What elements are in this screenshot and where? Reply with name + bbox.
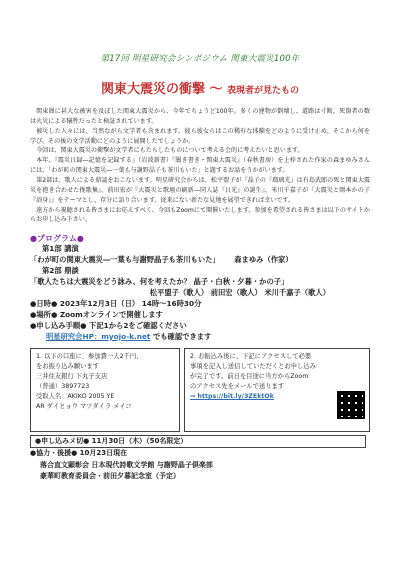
event-title	[30, 78, 370, 97]
support-heading: ●協力・後援● 10月23日現在	[30, 449, 128, 458]
paragraph: 遠方から視聴される皆さまにお応えすべく、今回もZoomにて開催いたします。参加を希望される皆さまは以下のサイトからお申し込み下さい。	[30, 206, 370, 224]
part1-speaker: 森まゆみ（作家）	[234, 255, 293, 265]
apply-boxes	[30, 348, 370, 432]
registration-line: が完了です。前日を目途に当方からZoom	[190, 372, 309, 380]
payment-line: をお振り込み願います	[36, 362, 99, 370]
title-sub: 表現者が見たもの	[227, 86, 300, 96]
site-link[interactable]: 明星研究会HP：myojo-k.net	[46, 331, 151, 341]
deadline: ●申し込みメ切● 11月30日（木）（50名限定）	[30, 435, 366, 449]
part2-speakers: 松平盟子（歌人） 前田宏（歌人） 米川千嘉子（歌人）	[149, 288, 330, 298]
qr-code-icon[interactable]	[337, 391, 365, 419]
registration-line: 事項を記入し送信していただくとお申し込み	[190, 362, 316, 370]
payment-line: 三井住友銀行 下丸子支店	[36, 372, 108, 380]
site-line	[30, 332, 370, 343]
registration-box	[184, 348, 370, 432]
paragraph: 第2部は、歌人による鼎談をおこないます。明星研究会からは、松平盟子が『晶子の『瑠璃光』は有島武郎の死と関東大震災を抱き合わせた挽歌集』、前田宏が『大震災と歌壇の刷新―同人誌『日光』の誕生』、米川千嘉子が『大震災と岡本かの子『浴身』』をテーマとし、存分に語り合います。従来にない新たな見地を展望できれば幸いです。	[30, 177, 370, 204]
paragraph: 被災した人々には、当然ながら文学者も含まれます。彼ら彼女らはこの稀有な体験をどのように受け止め、そこから何を学び、その後の文学活動にどのように展開したでしょうか。	[30, 127, 370, 145]
payment-line: AR ダイヒョウ マツダイラ メイコ	[36, 403, 132, 411]
registration-text	[190, 352, 342, 402]
footer-info	[30, 435, 370, 483]
supporters-line-1: 落合直文顕彰会 日本現代詩歌文学館 与謝野晶子倶楽部	[40, 460, 213, 469]
registration-line: のアクセス先をメールで送ります	[190, 382, 285, 390]
payment-line: （普通）3897723	[36, 382, 90, 390]
event-venue: ●場所● Zoomオンラインで開催します	[30, 309, 163, 319]
payment-box	[30, 348, 180, 432]
part2-label: 第2部 鼎談	[42, 266, 79, 276]
event-header: 第17回 明星研究会シンポジウム 関東大震災100年	[100, 54, 300, 64]
registration-line: 2. お振込み後に、下記にアクセスして必要	[190, 352, 312, 360]
site-note: でも確認できます	[152, 331, 212, 341]
registration-link[interactable]: ⇒ https://bit.ly/3ZEktOk	[190, 393, 274, 400]
title-main: 関東大震災の衝撃 〜	[100, 82, 223, 97]
payment-line: 受取人名：AKIKO 2005 YE	[36, 393, 115, 400]
part1-label: 第1部 講演	[42, 244, 79, 254]
apply-steps: ●申し込み手順● 下記1から2をご確認ください	[30, 320, 187, 330]
paragraph: 今回は、関東大震災の衝撃が文学者にもたらしたものについて考える会的に考えたいと思います。	[36, 147, 304, 155]
event-date: ●日時● 2023年12月3日（日） 14時〜16時30分	[30, 299, 202, 308]
payment-line: 1. 以下の口座に、参加費一人2千円、	[36, 352, 143, 360]
part1-title: 「わが町の関東大震災―一葉も与謝野晶子も茶川もいた」	[30, 255, 220, 265]
paragraph: 本年、『震災日録―記憶を記録する』（岩波新書）『闇き書き・関東大震災』（春秋書房）を上梓された作家の森まゆみさんには、「わが町の関東大震災―一葉も与謝野晶子も茶川もいた」と題するお話をうかがいます。	[30, 157, 370, 175]
part2-title: 「歌人たちは大震災をどう詠み、何を考えたか？ 晶子・白秋・夕暮・かの子」	[30, 277, 289, 287]
part1-line	[30, 255, 370, 266]
body-text	[30, 107, 370, 225]
supporters-line-2: 豪華町教育委員会・前田夕暮記念室（予定）	[40, 472, 180, 481]
program-section	[30, 244, 370, 342]
paragraph: 関東圏に甚大な被害を及ぼした関東大震災から、今年でちょうど100年。多くの建物が倒壊し、道路は寸断、死傷者の数は火災による犠牲だったと検証されています。	[30, 108, 370, 125]
program-heading: ●プログラム●	[30, 234, 84, 244]
